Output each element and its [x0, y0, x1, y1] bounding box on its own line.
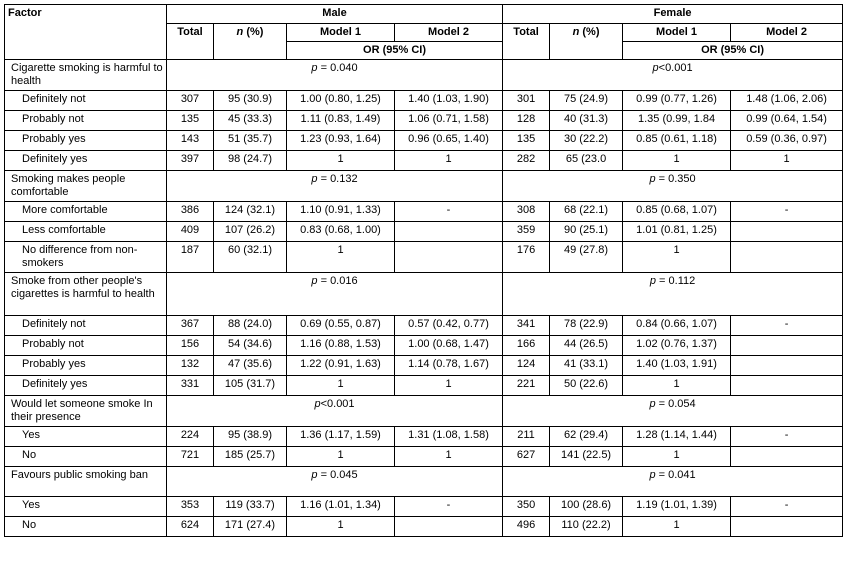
section-row [5, 467, 843, 497]
factor-header: Factor [5, 5, 167, 60]
female-header: Female [503, 5, 843, 24]
cell-m-m2 [395, 242, 503, 273]
cell-f-total: 124 [503, 356, 550, 376]
cell-m-n: 51 (35.7) [214, 131, 287, 151]
cell-m-m1: 1.22 (0.91, 1.63) [287, 356, 395, 376]
cell-f-n: 65 (23.0 [550, 151, 623, 171]
female-n-header: n (%) [550, 24, 623, 60]
cell-f-total: 282 [503, 151, 550, 171]
cell-m-total: 132 [167, 356, 214, 376]
cell-f-total: 128 [503, 111, 550, 131]
female-total-header: Total [503, 24, 550, 60]
female-p-value: p = 0.112 [503, 273, 843, 316]
male-model1-header: Model 1 [287, 24, 395, 42]
cell-m-n: 95 (38.9) [214, 427, 287, 447]
section-title: Favours public smoking ban [5, 467, 167, 497]
cell-m-m2 [395, 517, 503, 537]
male-model2-header: Model 2 [395, 24, 503, 42]
cell-f-total: 176 [503, 242, 550, 273]
table-row [5, 111, 843, 131]
cell-f-total: 221 [503, 376, 550, 396]
cell-f-m1: 1.01 (0.81, 1.25) [623, 222, 731, 242]
cell-m-m2: 0.57 (0.42, 0.77) [395, 316, 503, 336]
cell-f-n: 141 (22.5) [550, 447, 623, 467]
cell-m-m2: 1 [395, 376, 503, 396]
cell-f-n: 62 (29.4) [550, 427, 623, 447]
male-p-value: p<0.001 [167, 396, 503, 427]
cell-m-m2 [395, 222, 503, 242]
cell-f-n: 110 (22.2) [550, 517, 623, 537]
row-label: Yes [5, 497, 167, 517]
cell-m-m2: 1.14 (0.78, 1.67) [395, 356, 503, 376]
section-row [5, 396, 843, 427]
cell-f-n: 44 (26.5) [550, 336, 623, 356]
cell-f-total: 211 [503, 427, 550, 447]
cell-f-n: 75 (24.9) [550, 91, 623, 111]
cell-f-m2 [731, 356, 843, 376]
table-row [5, 447, 843, 467]
cell-m-m1: 1.36 (1.17, 1.59) [287, 427, 395, 447]
cell-f-total: 341 [503, 316, 550, 336]
cell-f-m1: 1.02 (0.76, 1.37) [623, 336, 731, 356]
section-row [5, 60, 843, 91]
cell-m-n: 107 (26.2) [214, 222, 287, 242]
male-p-value: p = 0.132 [167, 171, 503, 202]
cell-m-n: 60 (32.1) [214, 242, 287, 273]
cell-f-n: 78 (22.9) [550, 316, 623, 336]
row-label: Less comfortable [5, 222, 167, 242]
cell-m-m2: 1.31 (1.08, 1.58) [395, 427, 503, 447]
cell-m-m2: 1 [395, 447, 503, 467]
female-model1-header: Model 1 [623, 24, 731, 42]
cell-m-n: 95 (30.9) [214, 91, 287, 111]
cell-m-total: 331 [167, 376, 214, 396]
cell-f-total: 166 [503, 336, 550, 356]
row-label: Definitely not [5, 316, 167, 336]
section-title: Smoke from other people's cigarettes is harmful to health [5, 273, 167, 316]
cell-m-m2: 1.00 (0.68, 1.47) [395, 336, 503, 356]
cell-f-m1: 1 [623, 242, 731, 273]
cell-f-total: 301 [503, 91, 550, 111]
cell-m-n: 88 (24.0) [214, 316, 287, 336]
cell-m-total: 409 [167, 222, 214, 242]
cell-m-m1: 1.10 (0.91, 1.33) [287, 202, 395, 222]
cell-m-total: 187 [167, 242, 214, 273]
cell-f-n: 68 (22.1) [550, 202, 623, 222]
row-label: Probably not [5, 336, 167, 356]
cell-f-m2: 1.48 (1.06, 2.06) [731, 91, 843, 111]
cell-f-m1: 0.85 (0.68, 1.07) [623, 202, 731, 222]
cell-f-total: 350 [503, 497, 550, 517]
table-row [5, 131, 843, 151]
cell-f-m2 [731, 376, 843, 396]
male-n-header: n (%) [214, 24, 287, 60]
cell-f-m1: 1 [623, 151, 731, 171]
cell-m-n: 124 (32.1) [214, 202, 287, 222]
table-row [5, 356, 843, 376]
section-row [5, 171, 843, 202]
cell-m-m1: 1.16 (1.01, 1.34) [287, 497, 395, 517]
cell-f-n: 50 (22.6) [550, 376, 623, 396]
table-row [5, 151, 843, 171]
cell-m-total: 307 [167, 91, 214, 111]
male-p-value: p = 0.045 [167, 467, 503, 497]
cell-f-m1: 1.19 (1.01, 1.39) [623, 497, 731, 517]
cell-f-m1: 1.35 (0.99, 1.84 [623, 111, 731, 131]
cell-m-n: 54 (34.6) [214, 336, 287, 356]
row-label: Yes [5, 427, 167, 447]
cell-f-m1: 1 [623, 376, 731, 396]
table-row [5, 336, 843, 356]
cell-f-m2 [731, 517, 843, 537]
female-p-value: p<0.001 [503, 60, 843, 91]
cell-f-m1: 1 [623, 447, 731, 467]
section-title: Cigarette smoking is harmful to health [5, 60, 167, 91]
row-label: No [5, 517, 167, 537]
table-body [5, 60, 843, 537]
cell-m-m1: 1 [287, 517, 395, 537]
cell-m-m2: 1.06 (0.71, 1.58) [395, 111, 503, 131]
cell-m-total: 386 [167, 202, 214, 222]
cell-m-total: 143 [167, 131, 214, 151]
row-label: More comfortable [5, 202, 167, 222]
cell-f-total: 359 [503, 222, 550, 242]
cell-f-total: 135 [503, 131, 550, 151]
cell-m-m1: 0.69 (0.55, 0.87) [287, 316, 395, 336]
cell-m-m1: 1 [287, 151, 395, 171]
cell-m-m1: 1 [287, 376, 395, 396]
cell-f-total: 627 [503, 447, 550, 467]
cell-m-m1: 1.16 (0.88, 1.53) [287, 336, 395, 356]
row-label: No [5, 447, 167, 467]
cell-m-m2: 0.96 (0.65, 1.40) [395, 131, 503, 151]
row-label: Definitely yes [5, 151, 167, 171]
cell-f-m2: - [731, 202, 843, 222]
section-title: Would let someone smoke In their presence [5, 396, 167, 427]
cell-f-m2 [731, 336, 843, 356]
cell-m-total: 224 [167, 427, 214, 447]
female-p-value: p = 0.350 [503, 171, 843, 202]
cell-m-total: 624 [167, 517, 214, 537]
table-row [5, 316, 843, 336]
row-label: Probably not [5, 111, 167, 131]
cell-f-m2 [731, 242, 843, 273]
row-label: Definitely not [5, 91, 167, 111]
female-p-value: p = 0.054 [503, 396, 843, 427]
cell-f-m2: 0.99 (0.64, 1.54) [731, 111, 843, 131]
section-title: Smoking makes people comfortable [5, 171, 167, 202]
table-row [5, 427, 843, 447]
cell-m-n: 45 (33.3) [214, 111, 287, 131]
cell-m-total: 397 [167, 151, 214, 171]
cell-f-m2 [731, 447, 843, 467]
table-row [5, 91, 843, 111]
cell-m-m1: 1.11 (0.83, 1.49) [287, 111, 395, 131]
row-label: No difference from non-smokers [5, 242, 167, 273]
cell-m-m1: 1.23 (0.93, 1.64) [287, 131, 395, 151]
female-or-ci-header: OR (95% CI) [623, 42, 843, 60]
cell-m-m1: 0.83 (0.68, 1.00) [287, 222, 395, 242]
male-or-ci-header: OR (95% CI) [287, 42, 503, 60]
cell-m-n: 105 (31.7) [214, 376, 287, 396]
cell-m-n: 47 (35.6) [214, 356, 287, 376]
results-table [4, 4, 843, 537]
row-label: Probably yes [5, 131, 167, 151]
cell-f-n: 41 (33.1) [550, 356, 623, 376]
cell-m-n: 119 (33.7) [214, 497, 287, 517]
cell-m-m2: 1 [395, 151, 503, 171]
table-row [5, 222, 843, 242]
cell-f-m2: 0.59 (0.36, 0.97) [731, 131, 843, 151]
cell-f-m1: 1.40 (1.03, 1.91) [623, 356, 731, 376]
table-row [5, 376, 843, 396]
cell-f-n: 30 (22.2) [550, 131, 623, 151]
cell-m-m1: 1 [287, 242, 395, 273]
cell-m-m2: - [395, 202, 503, 222]
cell-f-n: 40 (31.3) [550, 111, 623, 131]
cell-m-n: 171 (27.4) [214, 517, 287, 537]
cell-m-n: 98 (24.7) [214, 151, 287, 171]
cell-f-m1: 0.85 (0.61, 1.18) [623, 131, 731, 151]
cell-f-m1: 1 [623, 517, 731, 537]
male-p-value: p = 0.016 [167, 273, 503, 316]
cell-m-n: 185 (25.7) [214, 447, 287, 467]
table-row [5, 202, 843, 222]
male-header: Male [167, 5, 503, 24]
cell-f-m1: 0.99 (0.77, 1.26) [623, 91, 731, 111]
cell-f-total: 308 [503, 202, 550, 222]
row-label: Probably yes [5, 356, 167, 376]
cell-m-m2: - [395, 497, 503, 517]
cell-m-m1: 1.00 (0.80, 1.25) [287, 91, 395, 111]
cell-m-m1: 1 [287, 447, 395, 467]
cell-f-total: 496 [503, 517, 550, 537]
cell-f-m1: 1.28 (1.14, 1.44) [623, 427, 731, 447]
cell-m-m2: 1.40 (1.03, 1.90) [395, 91, 503, 111]
table-row [5, 517, 843, 537]
cell-f-m2: - [731, 316, 843, 336]
section-row [5, 273, 843, 316]
male-total-header: Total [167, 24, 214, 60]
cell-f-m1: 0.84 (0.66, 1.07) [623, 316, 731, 336]
cell-f-m2: 1 [731, 151, 843, 171]
female-p-value: p = 0.041 [503, 467, 843, 497]
cell-m-total: 721 [167, 447, 214, 467]
female-model2-header: Model 2 [731, 24, 843, 42]
cell-f-m2 [731, 222, 843, 242]
table-row [5, 497, 843, 517]
cell-f-m2: - [731, 497, 843, 517]
cell-m-total: 353 [167, 497, 214, 517]
cell-m-total: 367 [167, 316, 214, 336]
cell-m-total: 135 [167, 111, 214, 131]
cell-f-n: 49 (27.8) [550, 242, 623, 273]
cell-f-m2: - [731, 427, 843, 447]
male-p-value: p = 0.040 [167, 60, 503, 91]
cell-f-n: 90 (25.1) [550, 222, 623, 242]
table-row [5, 242, 843, 273]
row-label: Definitely yes [5, 376, 167, 396]
cell-m-total: 156 [167, 336, 214, 356]
cell-f-n: 100 (28.6) [550, 497, 623, 517]
